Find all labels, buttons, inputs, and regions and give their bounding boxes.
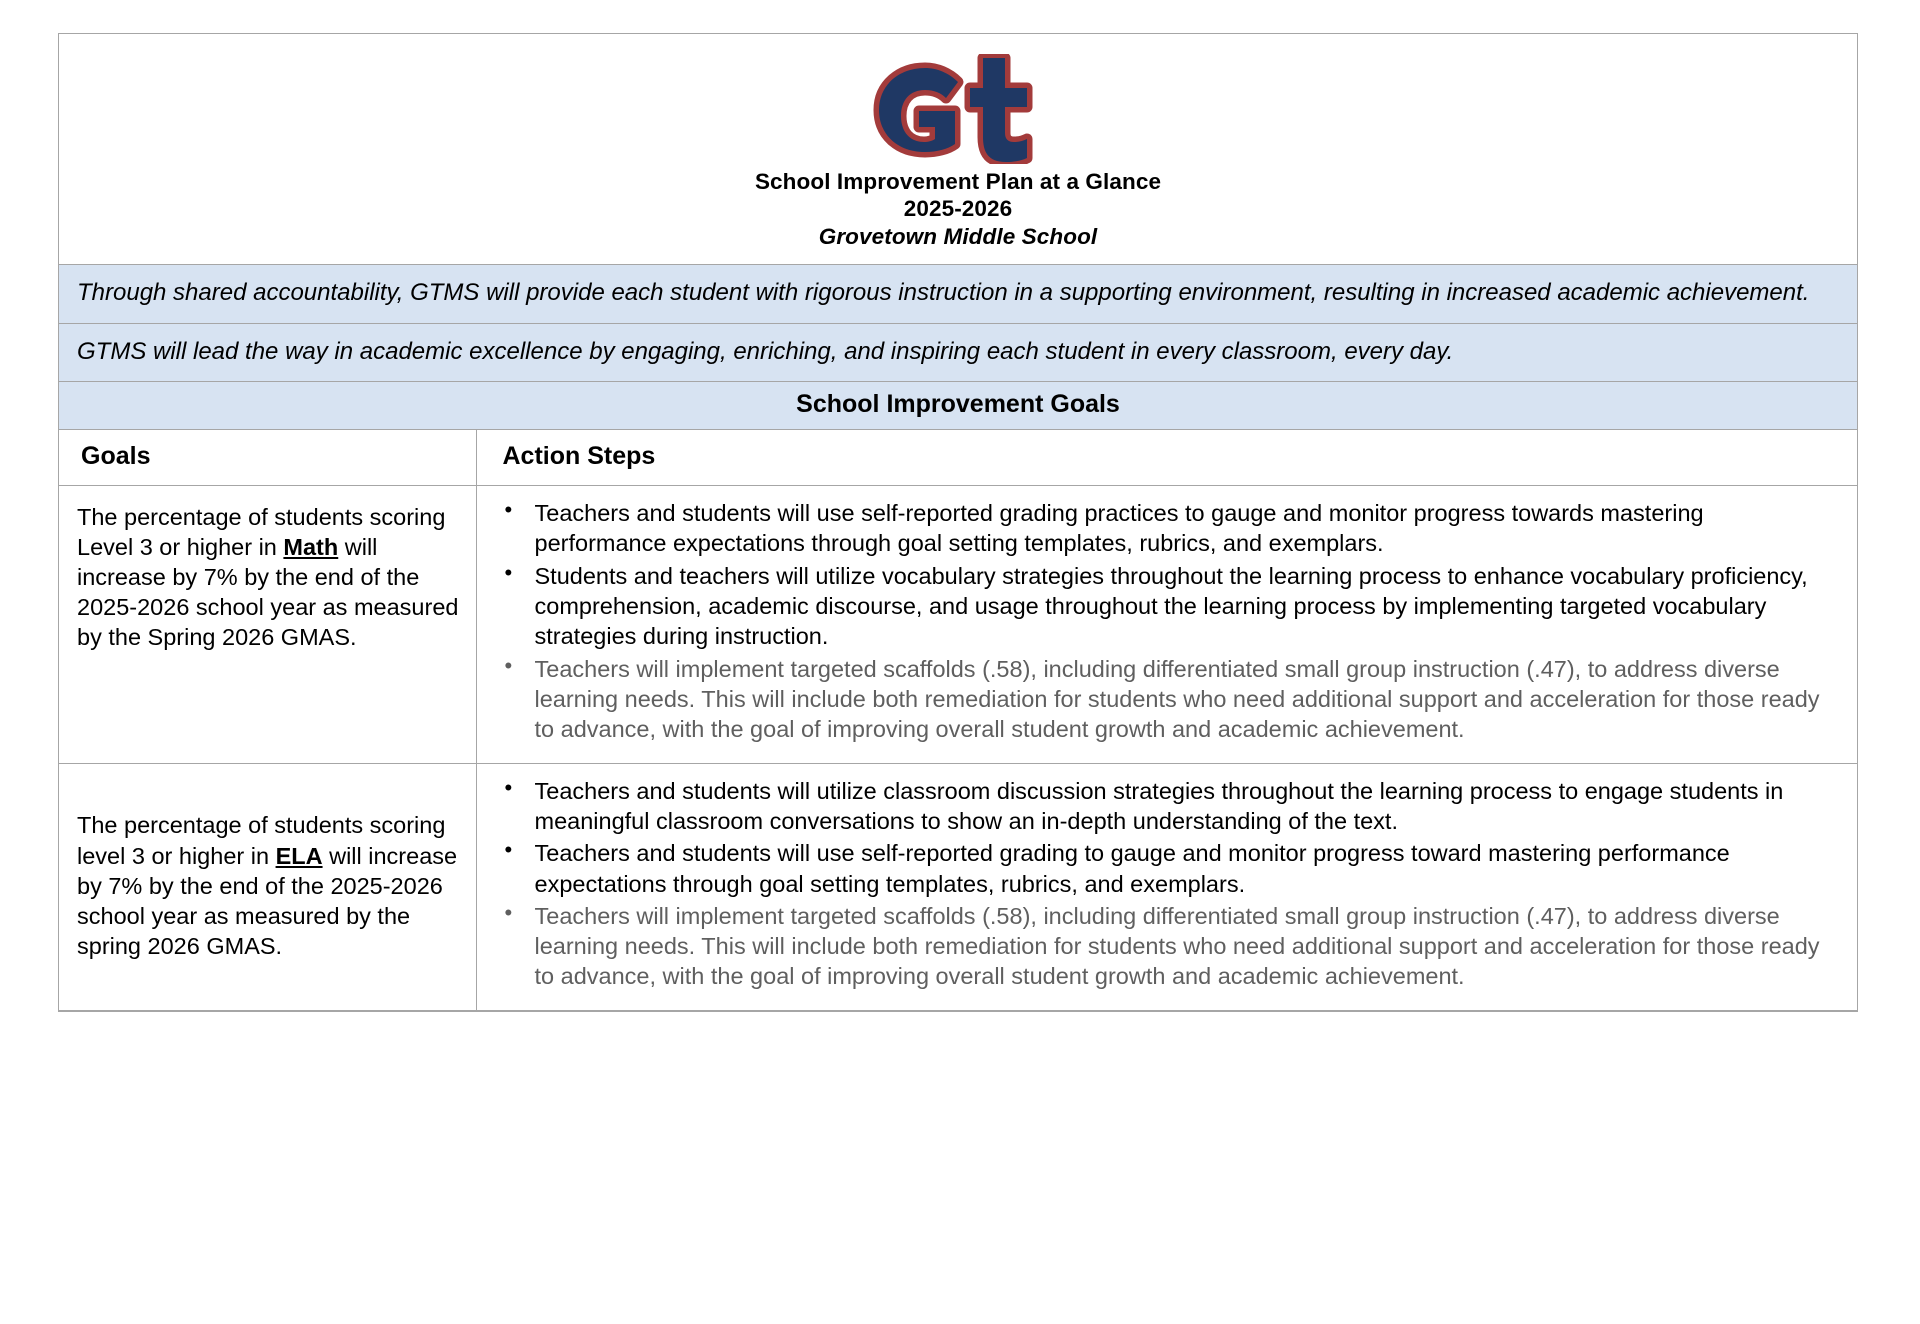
goal-subject-emphasis: Math bbox=[283, 534, 339, 561]
sip-at-a-glance-document bbox=[58, 33, 1858, 1012]
list-item: • Teachers will implement targeted scaffolds (.58), including differentiated small group instruction (.47), to address diverse learning needs. This will include both remediation for students who need additional support and acceleration for those ready to advance, with the goal of improving overall student growth and academic achievement. bbox=[531, 901, 1830, 992]
list-item: • Teachers and students will utilize classroom discussion strategies throughout the learning process to engage students in meaningful classroom conversations to show an in-depth understanding of the text. bbox=[531, 776, 1830, 837]
goals-section-banner: School Improvement Goals bbox=[59, 382, 1857, 430]
gt-logo bbox=[59, 50, 1857, 168]
action-steps-list bbox=[489, 776, 1830, 992]
goals-table bbox=[59, 430, 1857, 1011]
action-steps-list bbox=[489, 498, 1830, 745]
column-header-action-steps: Action Steps bbox=[476, 430, 1857, 486]
action-steps-cell-ela bbox=[476, 763, 1857, 1010]
table-row bbox=[59, 486, 1857, 764]
action-steps-cell-math bbox=[476, 486, 1857, 764]
list-item: • Teachers and students will use self-reported grading to gauge and monitor progress toward mastering performance expectations through goal setting templates, rubrics, and exemplars. bbox=[531, 838, 1830, 899]
mission-statement: Through shared accountability, GTMS will provide each student with rigorous instruction in a supporting environment, resulting in increased academic achievement. bbox=[59, 265, 1857, 323]
document-title: School Improvement Plan at a Glance bbox=[754, 169, 1162, 194]
document-school: Grovetown Middle School bbox=[818, 223, 1098, 249]
table-header-row bbox=[59, 430, 1857, 486]
goal-subject-emphasis: ELA bbox=[275, 842, 323, 869]
goal-cell-ela bbox=[59, 763, 476, 1010]
gt-logo-mark bbox=[833, 54, 1083, 164]
goal-text-pre: The percentage of students scoring Level 3 or higher in bbox=[77, 504, 446, 561]
table-row bbox=[59, 763, 1857, 1010]
column-header-goals: Goals bbox=[59, 430, 476, 486]
document-year: 2025-2026 bbox=[903, 196, 1013, 222]
vision-statement: GTMS will lead the way in academic excellence by engaging, enriching, and inspiring each student in every classroom, every day. bbox=[59, 324, 1857, 382]
goal-text-pre: The percentage of students scoring level 3 or higher in bbox=[77, 812, 446, 869]
goal-text-post: will increase by 7% by the end of the 2025-2026 school year as measured by the Spring 2026 GMAS. bbox=[77, 534, 459, 651]
goal-cell-math bbox=[59, 486, 476, 764]
list-item: • Students and teachers will utilize vocabulary strategies throughout the learning process to enhance vocabulary proficiency, comprehension, academic discourse, and usage throughout the learning process by implementing targeted vocabulary strategies during instruction. bbox=[531, 561, 1830, 652]
goal-text-post: will increase by 7% by the end of the 2025-2026 school year as measured by the spring 2026 GMAS. bbox=[77, 842, 458, 959]
document-header bbox=[59, 34, 1857, 265]
list-item: • Teachers and students will use self-reported grading practices to gauge and monitor progress towards mastering performance expectations through goal setting templates, rubrics, and exemplars. bbox=[531, 498, 1830, 559]
list-item: • Teachers will implement targeted scaffolds (.58), including differentiated small group instruction (.47), to address diverse learning needs. This will include both remediation for students who need additional support and acceleration for those ready to advance, with the goal of improving overall student growth and academic achievement. bbox=[531, 654, 1830, 745]
